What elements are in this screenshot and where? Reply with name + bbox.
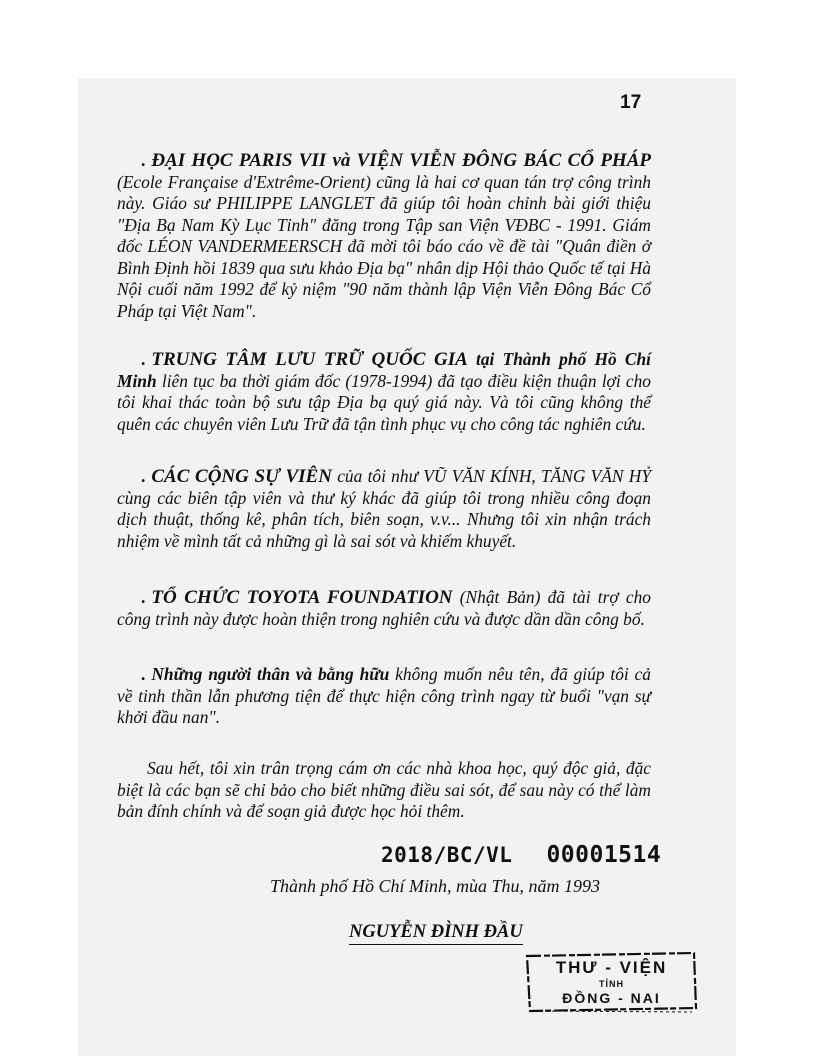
- bullet: .: [141, 587, 146, 607]
- paragraph-text: liên tục ba thời giám đốc (1978-1994) đã tạo điều kiện thuận lợi cho tôi khai thác toàn bộ sưu tập Địa bạ quý giá này. Và tôi cũng không thể quên các chuyên viên Lưu Trữ đã tận tình phục vụ cho công tác nghiên cứu.: [117, 370, 651, 434]
- bullet: .: [141, 349, 146, 369]
- paragraph-text: của tôi như VŨ VĂN KÍNH, TĂNG VĂN HỶ cùng các biên tập viên và thư ký khác đã giúp tôi trong nhiều công đoạn dịch thuật, thống kê, phân tích, biên soạn, v.v... Nhưng tôi xin nhận trách nhiệm về mình tất cả những gì là sai sót và khiếm khuyết.: [117, 466, 652, 551]
- paragraph-lead: TRUNG TÂM LƯU TRỮ QUỐC GIA: [151, 349, 468, 370]
- paragraph-emphasis: tại Thành phố Hồ Chí Minh: [117, 349, 651, 391]
- paragraph-archives: [117, 349, 651, 435]
- paragraph-emphasis: Những người thân và bằng hữu: [151, 664, 390, 684]
- dateline: Thành phố Hồ Chí Minh, mùa Thu, năm 1993: [270, 876, 601, 896]
- registration-number: 00001514: [546, 842, 662, 868]
- paragraph-lead: CÁC CỘNG SỰ VIÊN: [151, 466, 332, 487]
- stamp-line: TỈNH: [599, 979, 624, 989]
- page-number: 17: [620, 92, 642, 113]
- bullet: .: [141, 150, 146, 170]
- stamp-line: THƯ - VIỆN: [555, 958, 668, 977]
- paragraph-closing: [117, 758, 651, 823]
- paragraph-text: (Ecole Française d'Extrême-Orient) cũng là hai cơ quan tán trợ công trình này. Giáo sư PHILIPPE LANGLET đã giúp tôi hoàn chỉnh bài giới thiệu "Địa Bạ Nam Kỳ Lục Tỉnh" đăng trong Tập san Viện VĐBC - 1991. Giám đốc LÉON VANDERMEERSCH đã mời tôi báo cáo về đề tài "Quân điền ở Bình Định hồi 1839 qua sưu khảo Địa bạ" nhân dịp Hội thảo Quốc tế tại Hà Nội cuối năm 1992 để kỷ niệm "90 năm thành lập Viện Viễn Đông Bác Cổ Pháp tại Việt Nam".: [117, 171, 651, 321]
- paragraph-text: Sau hết, tôi xin trân trọng cám ơn các nhà khoa học, quý độc giả, đặc biệt là các bạn sẽ chỉ bảo cho biết những điều sai sót, để sau này có thể làm bản đính chính và để soạn giả được học hỏi thêm.: [117, 758, 651, 821]
- stamp-line: ĐỒNG - NAI: [562, 990, 661, 1006]
- registration-code: 2018/BC/VL: [381, 843, 513, 867]
- paragraph-text: (Nhật Bản) đã tài trợ cho công trình này được hoàn thiện trong nghiên cứu và được dần dần công bố.: [117, 587, 651, 629]
- registration-stamp: [381, 842, 661, 868]
- paragraph-lead: ĐẠI HỌC PARIS VII và VIỆN VIỄN ĐÔNG BÁC CỔ PHÁP: [151, 150, 651, 171]
- paragraph-lead: TỔ CHỨC TOYOTA FOUNDATION: [151, 587, 453, 608]
- paragraph-toyota: [117, 587, 651, 630]
- paragraph-text: không muốn nêu tên, đã giúp tôi cả về tinh thần lẫn phương tiện để thực hiện công trình ngay từ buổi "vạn sự khởi đầu nan".: [117, 664, 651, 727]
- paragraph-friends: [117, 664, 651, 729]
- paragraph-efeo: [117, 150, 651, 322]
- bullet: .: [141, 466, 146, 486]
- paragraph-collaborators: [117, 466, 651, 552]
- bullet: .: [141, 664, 146, 684]
- author-signature: NGUYỄN ĐÌNH ĐẦU: [349, 922, 523, 945]
- library-stamp: [524, 950, 699, 1014]
